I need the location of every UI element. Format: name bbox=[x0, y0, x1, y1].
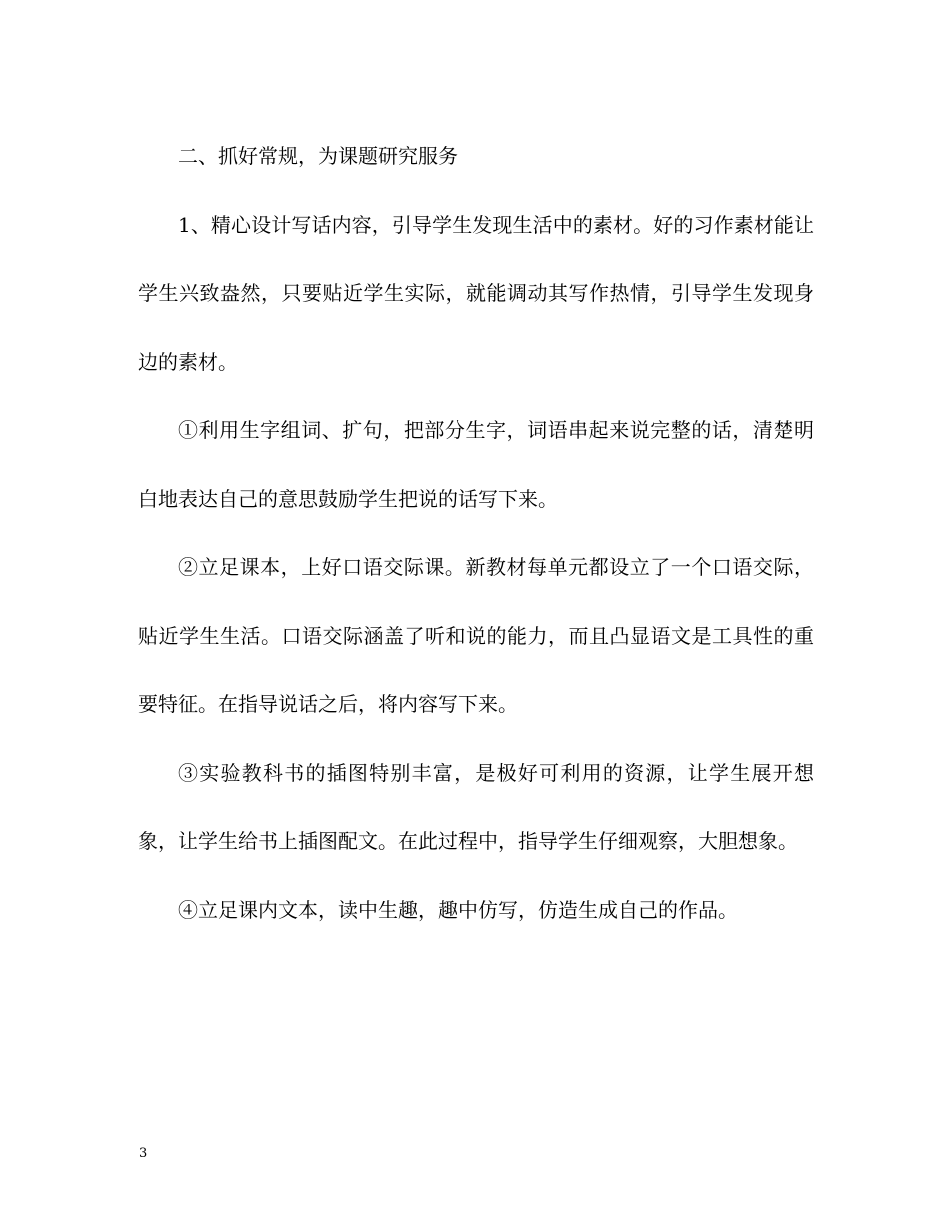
document-body bbox=[138, 122, 814, 944]
section-heading: 二、抓好常规，为课题研究服务 bbox=[178, 144, 458, 168]
page-number: 3 bbox=[139, 1146, 148, 1161]
paragraph: ④立足课内文本，读中生趣，趣中仿写，仿造生成自己的作品。 bbox=[178, 897, 738, 922]
paragraph: ③实验教科书的插图特别丰富，是极好可利用的资源，让学生展开想象，让学生给书上插图配文。在此过程中，指导学生仔细观察，大胆想象。 bbox=[138, 760, 814, 853]
paragraph: 1、精心设计写话内容，引导学生发现生活中的素材。好的习作素材能让学生兴致盎然，只要贴近学生实际，就能调动其写作热情，引导学生发现身边的素材。 bbox=[138, 212, 814, 374]
paragraph: ①利用生字组词、扩句，把部分生字，词语串起来说完整的话，清楚明白地表达自己的意思鼓励学生把说的话写下来。 bbox=[138, 418, 814, 511]
paragraph: ②立足课本，上好口语交际课。新教材每单元都设立了一个口语交际，贴近学生生活。口语交际涵盖了听和说的能力，而且凸显语文是工具性的重要特征。在指导说话之后，将内容写下来。 bbox=[138, 555, 814, 716]
